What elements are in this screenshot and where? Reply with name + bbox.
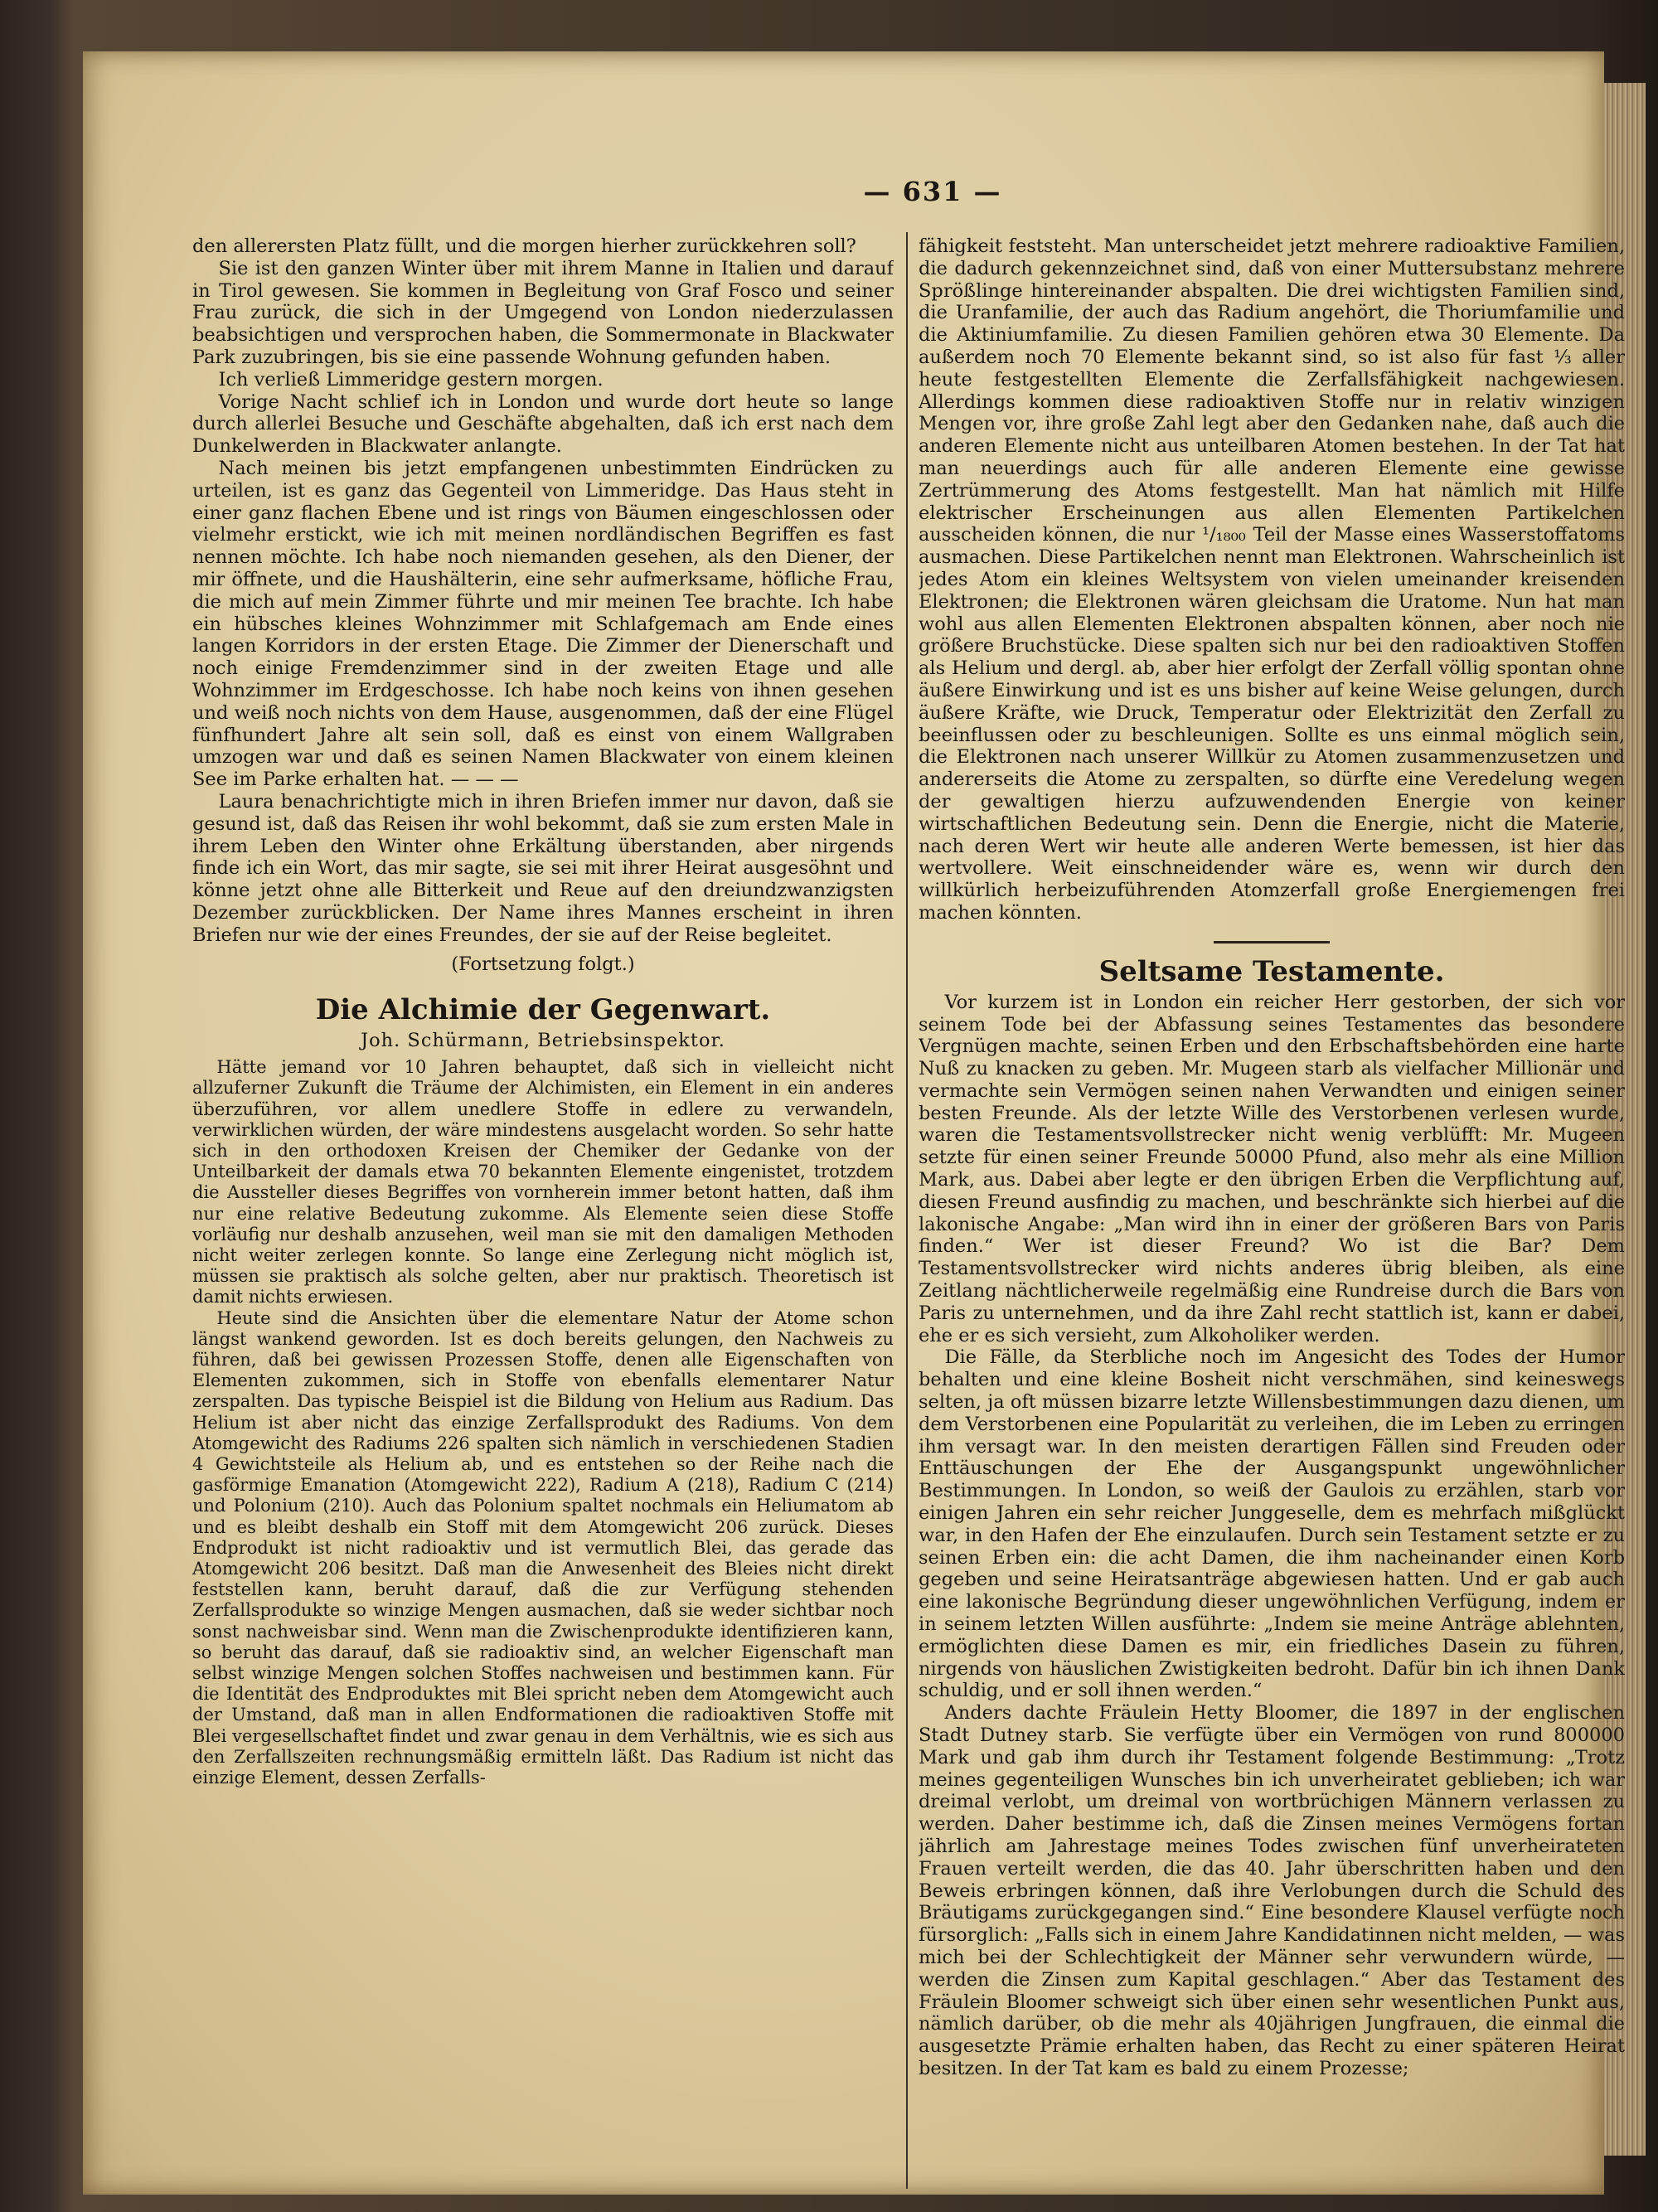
left-column (192, 235, 894, 2192)
story-paragraph: Ich verließ Limmeridge gestern morgen. (218, 368, 604, 390)
article-paragraph: Hätte jemand vor 10 Jahren behauptet, daß sich in vielleicht nicht allzuferner Zukunft die Träume der Alchimisten, ein Element in ein anderes überzuführen, vor allem unedlere Stoffe in edlere zu verwandeln, verwirklichen würden, der wäre mindestens ausgelacht worden. So sehr hatte sich in den orthodoxen Kreisen der Chemiker der Gedanke von der Unteilbarkeit der damals etwa 70 bekannten Elemente eingenistet, trotzdem die Aussteller dieses Begriffes von vornherein immer betont hatten, daß ihm nur eine relative Bedeutung zukomme. Als Elemente seien diese Stoffe vorläufig nur deshalb anzusehen, weil man sie mit den damaligen Methoden nicht weiter zerlegen konnte. So lange eine Zerlegung nicht möglich ist, müssen sie praktisch als solche gelten, aber nur praktisch. Theoretisch ist damit nichts erwiesen. (192, 1057, 894, 1307)
section-title: Seltsame Testamente. (1098, 954, 1445, 988)
section-paragraph: Anders dachte Fräulein Hetty Bloomer, die 1897 in der englischen Stadt Dutney starb. Sie verfügte über ein Vermögen von rund 800000 Mark und gab ihm durch ihr Testament folgende Bestimmung: „Trotz meines gegenteiligen Wunsches bin ich unverheiratet geblieben; ich war dreimal verlobt, um dreimal von wortbrüchigen Männern verlassen zu werden. Daher bestimme ich, daß die Zinsen meines Vermögens fortan jährlich am Jahrestage meines Todes zwischen fünf unverheirateten Frauen verteilt werden, die das 40. Jahr überschritten haben und den Beweis erbringen können, daß ihre Verlobungen durch die Schuld des Bräutigams zurückgegangen sind.“ Eine besondere Klausel verfügte noch fürsorglich: „Falls sich in einem Jahre Kandidatinnen nicht melden, — was mich bei der Schlechtigkeit der Männer sehr verwundern würde, — werden die Zinsen zum Kapital geschlagen.“ Aber das Testament des Fräulein Bloomer schweigt sich über einen sehr wesentlichen Punkt aus, nämlich darüber, ob die mehr als 40jährigen Jungfrauen, die einmal die ausgesetzte Prämie erhalten haben, das Recht zu einer späteren Heirat besitzen. In der Tat kam es bald zu einem Prozesse; (919, 1702, 1625, 2079)
article-continuation: fähigkeit feststeht. Man unterscheidet jetzt mehrere radioaktive Familien, die dadurch gekennzeichnet sind, daß von einer Muttersubstanz mehrere Sprößlinge hintereinander abspalten. Die drei wichtigsten Familien sind, die Uranfamilie, der auch das Radium angehört, die Thoriumfamilie und die Aktiniumfamilie. Zu diesen Familien gehören etwa 30 Elemente. Da außerdem noch 70 Elemente bekannt sind, so ist also für fast ⅓ aller heute festgestellten Elemente die Zerfallsfähigkeit nachgewiesen. Allerdings kommen diese radioaktiven Stoffe nur in relativ winzigen Mengen vor, ihre große Zahl legt aber den Gedanken nahe, daß auch die anderen Elemente nicht aus unteilbaren Atomen bestehen. In der Tat hat man neuerdings auch für alle anderen Elemente eine gewisse Zertrümmerung des Atoms festgestellt. Man hat nämlich mit Hilfe elektrischer Erscheinungen aus allen Elementen Partikelchen ausscheiden können, die nur ¹/₁₈₀₀ Teil der Masse eines Wasserstoffatoms ausmachen. Diese Partikelchen nennt man Elektronen. Wahrscheinlich ist jedes Atom ein kleines Weltsystem von vielen umeinander kreisenden Elektronen; die Elektronen wären gleichsam die Uratome. Nun hat man wohl aus allen Elementen Elektronen abspalten können, aber noch nie größere Bruchstücke. Diese spalten sich nur bei den radioaktiven Stoffen als Helium und dergl. ab, aber hier erfolgt der Zerfall völlig spontan ohne äußere Einwirkung und ist es uns bisher auf keine Weise gelungen, durch äußere Kräfte, wie Druck, Temperatur oder Elektrizität den Zerfall zu beeinflussen oder zu beschleunigen. Sollte es uns einmal möglich sein, die Elektronen nach unserer Willkür zu Atomen zusammenzusetzen und andererseits die Atome zu zerspalten, so dürfte eine Veredelung wegen der gewaltigen hierzu aufzuwendenden Energie von keiner wirtschaftlichen Bedeutung sein. Denn die Energie, nicht die Materie, nach deren Wert wir heute alle anderen Werte bemessen, ist hier das wertvollere. Weit einschneidender wäre es, wenn wir durch den willkürlich herbeizuführenden Atomzerfall große Energiemengen frei machen könnten. (919, 235, 1625, 924)
newspaper-page (83, 51, 1625, 2195)
column-divider (906, 232, 908, 2189)
continuation-note: (Fortsetzung folgt.) (451, 953, 635, 975)
right-column (919, 235, 1625, 2192)
section-paragraph: Vor kurzem ist in London ein reicher Herr gestorben, der sich vor seinem Tode bei der Abfassung seines Testamentes das besondere Vergnügen machte, seinen Erben und den Erbschaftsbehörden eine harte Nuß zu knacken zu geben. Mr. Mugeen starb als vielfacher Millionär und vermachte sein Vermögen seinen nahen Verwandten und einigen seiner besten Freunde. Als der letzte Wille des Verstorbenen verlesen wurde, waren die Testamentsvollstrecker nicht wenig verblüfft: Mr. Mugeen setzte für einen seiner Freunde 50000 Pfund, also mehr als eine Million Mark, aus. Dabei aber legte er den übrigen Erben die Verpflichtung auf, diesen Freund ausfindig zu machen, und beschränkte sich hierbei auf die lakonische Angabe: „Man wird ihn in einer der größeren Bars von Paris finden.“ Wer ist dieser Freund? Wo ist die Bar? Dem Testamentsvollstrecker wird nichts anderes übrig bleiben, als eine Zeitlang nächtlicherweile regelmäßig eine Rundreise durch die Bars von Paris zu unternehmen, und da ihre Zahl recht stattlich ist, kann er dabei, ehe er es sich versieht, zum Alkoholiker werden. (919, 991, 1625, 1346)
article-paragraph: Heute sind die Ansichten über die elementare Natur der Atome schon längst wankend geworden. Ist es doch bereits gelungen, den Nachweis zu führen, daß bei gewissen Prozessen Stoffe, denen alle Eigenschaften von Elementen zukommen, sich in Stoffe von ebenfalls elementarer Natur zerspalten. Das typische Beispiel ist die Bildung von Helium aus Radium. Das Helium ist aber nicht das einzige Zerfallsprodukt des Radiums. Von dem Atomgewicht des Radiums 226 spalten sich nämlich in verschiedenen Stadien 4 Gewichtsteile als Helium ab, und es entstehen so der Reihe nach die gasförmige Emanation (Atomgewicht 222), Radium A (218), Radium C (214) und Polonium (210). Auch das Polonium spaltet nochmals ein Heliumatom ab und es bleibt deshalb ein Stoff mit dem Atomgewicht 206 zurück. Dieses Endprodukt ist nicht radioaktiv und ist vermutlich Blei, das gerade das Atomgewicht 206 besitzt. Daß man die Anwesenheit des Bleies nicht direkt feststellen kann, beruht darauf, daß die zur Verfügung stehenden Zerfallsprodukte so winzige Mengen ausmachen, daß sie weder sichtbar noch sonst nachweisbar sind. Wenn man die Zwischenprodukte identifizieren kann, so beruht das darauf, daß sie radioaktiv sind, an welcher Eigenschaft man selbst winzige Mengen solchen Stoffes nachweisen und bestimmen kann. Für die Identität des Endproduktes mit Blei spricht neben dem Atomgewicht auch der Umstand, daß man in allen Endformationen die radioaktiven Stoffe mit Blei vergesellschaftet findet und zwar genau in dem Verhältnis, wie es sich aus den Zerfallszeiten rechnungsmäßig ermitteln läßt. Das Radium ist nicht das einzige Element, dessen Zerfalls- (192, 1307, 894, 1788)
story-paragraph: Sie ist den ganzen Winter über mit ihrem Manne in Italien und darauf in Tirol gewesen. Sie kommen in Begleitung von Graf Fosco und seiner Frau zurück, die sich in der Umgegend von London niederzulassen beabsichtigen und versprochen haben, die Sommermonate in Blackwater Park zuzubringen, bis sie eine passende Wohnung gefunden haben. (192, 257, 894, 368)
story-paragraph: Vorige Nacht schlief ich in London und wurde dort heute so lange durch allerlei Besuche und Geschäfte abgehalten, daß ich erst nach dem Dunkelwerden in Blackwater anlangte. (192, 390, 894, 458)
story-paragraph: den allerersten Platz füllt, und die morgen hierher zurückkehren soll? (192, 235, 856, 257)
story-paragraph: Laura benachrichtigte mich in ihren Briefen immer nur davon, daß sie gesund ist, daß das Reisen ihr wohl bekommt, daß sie zum ersten Male in ihrem Leben den Winter ohne Erkältung überstanden, aber nirgends finde ich ein Wort, das mir sagte, sie sei mit ihrer Heirat ausgesöhnt und könne jetzt ohne alle Bitterkeit und Reue auf den dreiundzwanzigsten Dezember zurückblicken. Der Name ihres Mannes erscheint in ihren Briefen nur wie der eines Freundes, der sie auf der Reise begleitet. (192, 790, 894, 946)
section-paragraph: Die Fälle, da Sterbliche noch im Angesicht des Todes der Humor behalten und eine kleine Bosheit nicht verschmähen, sind keineswegs selten, ja oft müssen bizarre letzte Willensbestimmungen dazu dienen, um dem Verstorbenen eine Popularität zu verleihen, die im Leben zu erringen ihm versagt war. In den meisten derartigen Fällen sind Freuden oder Enttäuschungen der Ehe der Ausgangspunkt ungewöhnlicher Bestimmungen. In London, so weiß der Gaulois zu erzählen, starb vor einigen Jahren ein sehr reicher Junggeselle, dem es mehrfach mißglückt war, in den Hafen der Ehe einzulaufen. Durch sein Testament setzte er zu seinen Erben ein: die acht Damen, die ihm nacheinander einen Korb gegeben und seine Heiratsanträge abgewiesen hatten. Und er gab auch eine lakonische Begründung dieser ungewöhnlichen Verfügung, indem er in seinem letzten Willen ausführte: „Indem sie meine Anträge ablehnten, ermöglichten diese Damen es mir, ein friedliches Dasein zu führen, nirgends von häuslichen Zwistigkeiten bedroht. Dafür bin ich ihnen Dank schuldig, und er soll ihnen werden.“ (919, 1346, 1625, 1702)
section-rule (1214, 941, 1330, 943)
page-number: — 631 — (863, 176, 1002, 207)
story-paragraph: Nach meinen bis jetzt empfangenen unbestimmten Eindrücken zu urteilen, ist es ganz das Gegenteil von Limmeridge. Das Haus steht in einer ganz flachen Ebene und ist rings von Bäumen eingeschlossen oder vielmehr erstickt, wie ich mit meinen nordländischen Begriffen es fast nennen möchte. Ich habe noch niemanden gesehen, als den Diener, der mir öffnete, und die Haushälterin, eine sehr aufmerksame, höfliche Frau, die mich auf mein Zimmer führte und mir meinen Tee brachte. Ich habe ein hübsches kleines Wohnzimmer mit Schlafgemach am Ende eines langen Korridors in der ersten Etage. Die Zimmer der Dienerschaft und noch einige Fremdenzimmer sind in der zweiten Etage und alle Wohnzimmer im Erdgeschosse. Ich habe noch keins von ihnen gesehen und weiß noch nichts von dem Hause, ausgenommen, daß der eine Flügel fünfhundert Jahre alt sein soll, daß es einst von einem Wallgraben umzogen war und daß es seinen Namen Blackwater von einem kleinen See im Parke erhalten hat. — — — (192, 457, 894, 791)
article-title: Die Alchimie der Gegenwart. (315, 993, 771, 1027)
article-byline: Joh. Schürmann, Betriebsinspektor. (361, 1030, 725, 1052)
